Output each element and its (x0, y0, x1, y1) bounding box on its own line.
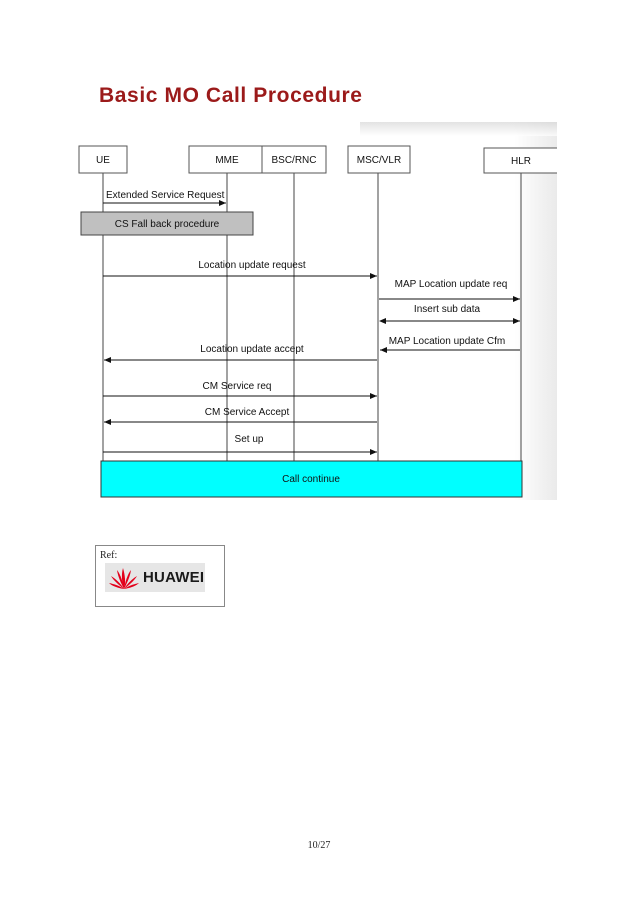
msg-location-update-request-label: Location update request (198, 260, 306, 271)
page-number: 10/27 (307, 840, 331, 851)
call-continue-box (101, 461, 522, 497)
entity-bsc-rnc-label: BSC/RNC (271, 155, 317, 166)
reference-label: Ref: (100, 550, 118, 561)
page-title: Basic MO Call Procedure (99, 84, 363, 107)
huawei-logo-text: HUAWEI (143, 569, 205, 586)
huawei-flower-icon (108, 565, 140, 591)
msg-cm-service-accept-label: CM Service Accept (204, 407, 290, 418)
entity-msc-vlr (348, 146, 410, 173)
sequence-diagram (70, 122, 557, 500)
msg-location-update-accept-label: Location update accept (200, 344, 304, 355)
sequence-diagram-svg (70, 122, 557, 500)
entity-mme-label: MME (215, 155, 239, 166)
msg-cm-service-req-label: CM Service req (202, 381, 272, 392)
msg-insert-sub-data-label: Insert sub data (413, 304, 481, 315)
msg-extended-service-request-label: Extended Service Request (106, 190, 225, 201)
diagram-shade-top (360, 122, 557, 136)
entity-ue-label: UE (96, 155, 110, 166)
cs-fallback-procedure-box (81, 212, 253, 235)
cs-fallback-procedure-label: CS Fall back procedure (114, 219, 220, 230)
entity-hlr-label: HLR (510, 156, 532, 167)
msg-map-location-update-req-label: MAP Location update req (394, 279, 508, 290)
entity-ue (79, 146, 127, 173)
huawei-logo (105, 563, 205, 592)
msg-map-location-update-cfm-label: MAP Location update Cfm (388, 336, 506, 347)
entity-msc-vlr-label: MSC/VLR (356, 155, 402, 166)
msg-set-up-label: Set up (234, 434, 264, 445)
reference-box (95, 545, 225, 607)
entity-bsc-rnc (262, 146, 326, 173)
entity-hlr (484, 148, 557, 173)
entity-mme (189, 146, 265, 173)
call-continue-label: Call continue (282, 474, 340, 485)
